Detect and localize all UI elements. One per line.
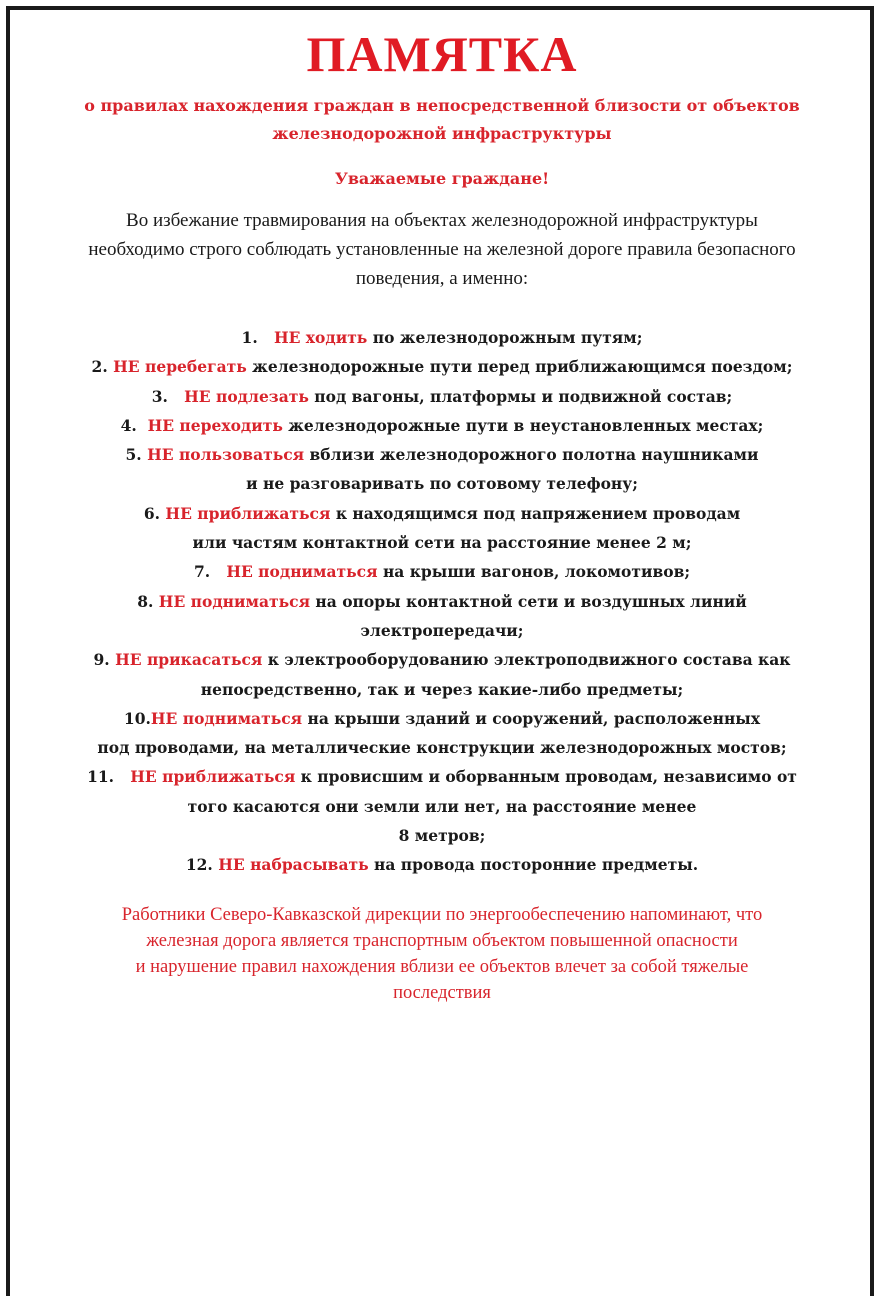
intro-line: поведения, а именно: (355, 268, 529, 289)
rule-item (10, 645, 874, 704)
rules-list (10, 323, 874, 880)
rule-number: 12. (185, 855, 213, 875)
rule-text: к провисшим и оборванным проводам, независимо от (295, 767, 797, 787)
document-content (10, 10, 874, 1006)
footer-line: и нарушение правил нахождения вблизи ее объектов влечет за собой тяжелые (135, 956, 749, 977)
rule-prohibition: НЕ набрасывать (218, 855, 369, 875)
rule-number: 9. (93, 650, 110, 670)
rule-number: 8. (137, 591, 154, 611)
rule-text-continued: под проводами, на металлические конструкции железнодорожных мостов; (97, 738, 787, 758)
rule-prohibition: НЕ подлезать (184, 386, 309, 406)
subtitle-line: о правилах нахождения граждан в непосредственной близости от объектов (84, 96, 800, 115)
rule-item (10, 352, 874, 381)
subtitle-line: железнодорожной инфраструктуры (272, 124, 612, 143)
page-title: ПАМЯТКА (306, 26, 578, 82)
rule-prohibition: НЕ приближаться (165, 503, 331, 523)
footer-warning (10, 902, 874, 1006)
rule-item (10, 499, 874, 558)
rule-number: 4. (120, 415, 137, 435)
rule-text: вблизи железнодорожного полотна наушниками (304, 445, 759, 465)
rule-item (10, 411, 874, 440)
rule-item (10, 557, 874, 586)
rule-prohibition: НЕ подниматься (150, 708, 303, 728)
rule-number: 2. (91, 357, 108, 377)
rule-number: 5. (125, 445, 142, 465)
rule-text: на крыши вагонов, локомотивов; (377, 562, 691, 582)
rule-prohibition: НЕ пользоваться (147, 445, 305, 465)
rule-item (10, 762, 874, 850)
rule-text: по железнодорожным путям; (367, 328, 643, 347)
rule-prohibition: НЕ перебегать (113, 357, 247, 377)
rule-prohibition: НЕ подниматься (226, 562, 378, 582)
rule-text: под вагоны, платформы и подвижной состав; (308, 386, 733, 406)
intro-line: Во избежание травмирования на объектах железнодорожной инфраструктуры (126, 210, 758, 231)
rule-text: на провода посторонние предметы. (368, 855, 699, 875)
rule-text: железнодорожные пути в неустановленных местах; (282, 415, 764, 435)
rule-number: 10. (123, 708, 151, 728)
footer-line: железная дорога является транспортным объектом повышенной опасности (146, 930, 738, 951)
rule-prohibition: НЕ приближаться (130, 767, 296, 787)
rule-prohibition: НЕ переходить (147, 415, 283, 435)
rule-number: 3. (151, 386, 168, 406)
rule-prohibition: НЕ подниматься (158, 591, 311, 611)
rule-text: к электрооборудованию электроподвижного состава как (262, 650, 791, 670)
rule-text-continued: того касаются они земли или нет, на расстояние менее (187, 796, 697, 816)
rule-prohibition: НЕ ходить (273, 328, 368, 347)
rule-item (10, 704, 874, 763)
rule-text-continued: и не разговаривать по сотовому телефону; (246, 474, 638, 494)
rule-item (10, 382, 874, 411)
rule-text: на крыши зданий и сооружений, расположенных (302, 708, 761, 728)
rule-number: 6. (143, 503, 161, 523)
rule-prohibition: НЕ прикасаться (115, 650, 263, 670)
intro-paragraph (10, 206, 874, 293)
greeting: Уважаемые граждане! (334, 169, 550, 188)
intro-line: необходимо строго соблюдать установленные на железной дороге правила безопасного (88, 239, 796, 260)
rule-text-continued: непосредственно, так и через какие-либо предметы; (200, 679, 684, 699)
rule-text: железнодорожные пути перед приближающимся поездом; (246, 357, 793, 377)
footer-line: последствия (393, 982, 491, 1003)
rule-number: 1. (241, 328, 258, 347)
rule-item (10, 440, 874, 499)
rule-number: 7. (193, 562, 211, 582)
footer-line: Работники Северо-Кавказской дирекции по энергообеспечению напоминают, что (121, 904, 763, 925)
rule-number: 11. (87, 767, 115, 787)
rule-text-continued: 8 метров; (398, 826, 486, 846)
rule-text: на опоры контактной сети и воздушных линий (310, 591, 747, 611)
rule-text: к находящимся под напряжением проводам (330, 503, 741, 523)
rule-text-continued: или частям контактной сети на расстояние менее 2 м; (192, 533, 692, 553)
rule-item (10, 323, 874, 352)
rule-text-continued: электропередачи; (360, 620, 524, 640)
rule-item (10, 850, 874, 879)
rule-item (10, 587, 874, 646)
subtitle (10, 92, 874, 148)
